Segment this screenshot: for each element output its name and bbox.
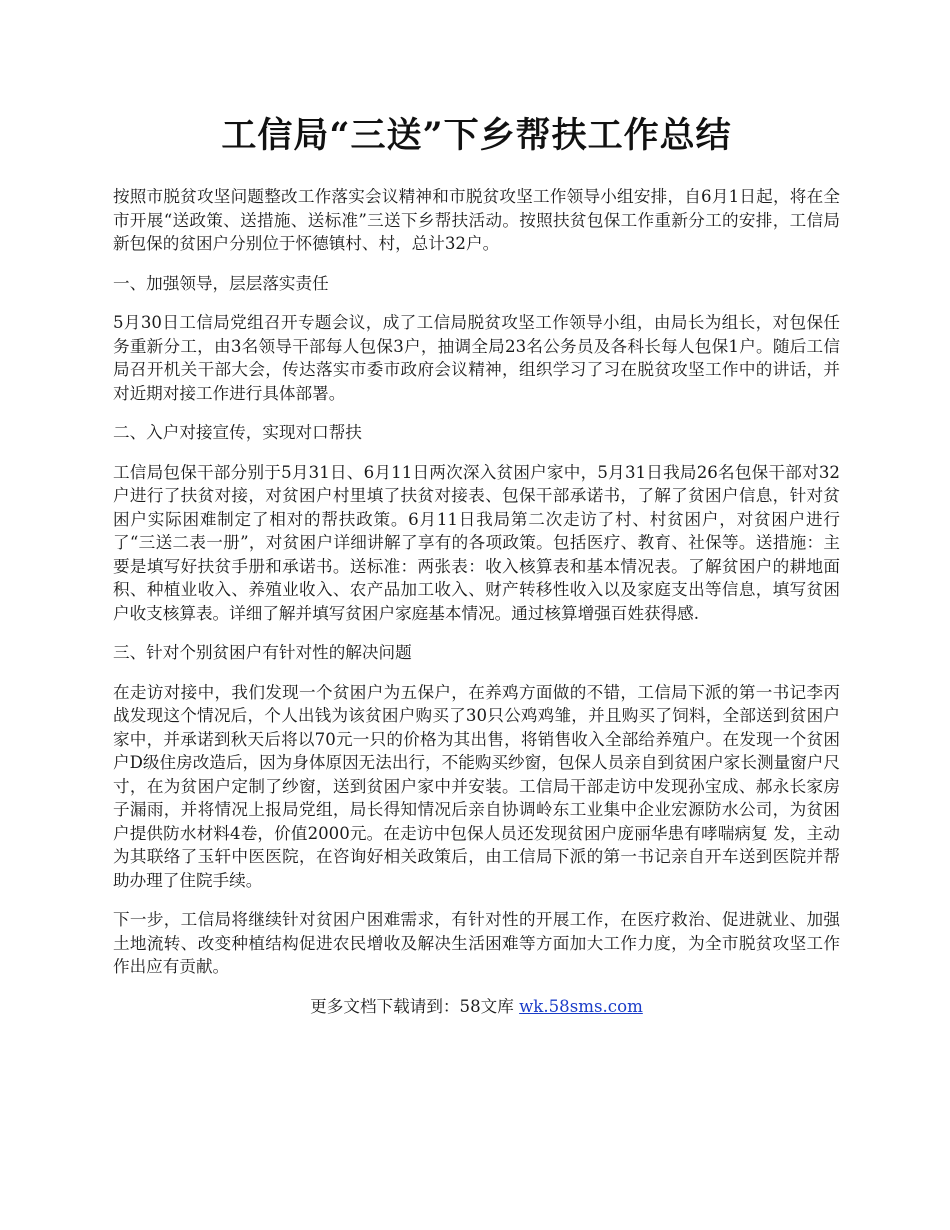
section2-body: 工信局包保干部分别于5月31日、6月11日两次深入贫困户家中，5月31日我局26名包保干部对32户进行了扶贫对接，对贫困户村里填了扶贫对接表、包保干部承诺书，了解了贫困户信息，针对贫困户实际困难制定了相对的帮扶政策。6月11日我局第二次走访了村、村贫困户，对贫困户进行了“三送二表一册”，对贫困户详细讲解了享有的各项政策。包括医疗、教育、社保等。送措施：主要是填写好扶贫手册和承诺书。送标准：两张表：收入核算表和基本情况表。了解贫困户的耕地面积、种植业收入、养殖业收入、农产品加工收入、财产转移性收入以及家庭支出等信息，填写贫困户收支核算表。详细了解并填写贫困户家庭基本情况。通过核算增强百姓获得感.	[113, 462, 840, 623]
download-footer	[113, 995, 840, 1019]
footer-link[interactable]: wk.58sms.com	[519, 996, 643, 1016]
section1-heading: 一、加强领导，层层落实责任	[113, 273, 329, 293]
footer-prefix: 更多文档下载请到：58文库	[310, 996, 520, 1016]
intro-paragraph: 按照市脱贫攻坚问题整改工作落实会议精神和市脱贫攻坚工作领导小组安排，自6月1日起，将在全市开展“送政策、送措施、送标准”三送下乡帮扶活动。按照扶贫包保工作重新分工的安排，工信局新包保的贫困户分别位于怀德镇村、村，总计32户。	[113, 187, 840, 253]
closing-paragraph: 下一步，工信局将继续针对贫困户困难需求，有针对性的开展工作，在医疗救治、促进就业、加强土地流转、改变种植结构促进农民增收及解决生活困难等方面加大工作力度，为全市脱贫攻坚工作作出应有贡献。	[113, 910, 840, 976]
section3-heading: 三、针对个别贫困户有针对性的解决问题	[113, 643, 412, 662]
document-page	[113, 112, 840, 1018]
section3-body: 在走访对接中，我们发现一个贫困户为五保户，在养鸡方面做的不错，工信局下派的第一书记李丙战发现这个情况后，个人出钱为该贫困户购买了30只公鸡鸡雏，并且购买了饲料，全部送到贫困户家中，并承诺到秋天后将以70元一只的价格为其出售，将销售收入全部给养殖户。在发现一个贫困户D级住房改造后，因为身体原因无法出行，不能购买纱窗，包保人员亲自到贫困户家长测量窗户尺寸，在为贫困户定制了纱窗，送到贫困户家中并安装。工信局干部走访中发现孙宝成、郝永长家房子漏雨，并将情况上报局党组，局长得知情况后亲自协调岭东工业集中企业宏源防水公司，为贫困户提供防水材料4卷，价值2000元。在走访中包保人员还发现贫困户庞丽华患有哮喘病复 发，主动为其联络了玉轩中医医院，在咨询好相关政策后，由工信局下派的第一书记亲自开车送到医院并帮助办理了住院手续。	[113, 682, 840, 890]
section2-heading: 二、入户对接宣传，实现对口帮扶	[113, 423, 362, 442]
document-title: 工信局“三送”下乡帮扶工作总结	[221, 115, 732, 156]
section1-body: 5月30日工信局党组召开专题会议，成了工信局脱贫攻坚工作领导小组，由局长为组长，对包保任务重新分工，由3名领导干部每人包保3户，抽调全局23名公务员及各科长每人包保1户。随后工信局召开机关干部大会，传达落实市委市政府会议精神，组织学习了习在脱贫攻坚工作中的讲话，并对近期对接工作进行具体部署。	[113, 313, 840, 403]
